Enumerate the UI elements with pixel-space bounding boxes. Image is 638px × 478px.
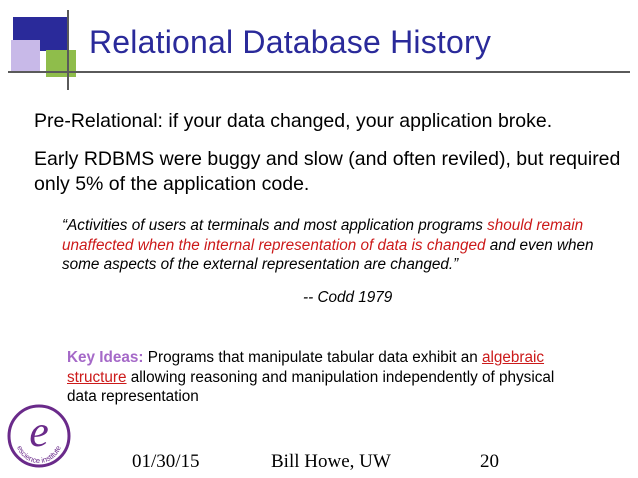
quote-attribution: -- Codd 1979 <box>303 289 393 306</box>
title-underline <box>8 71 630 73</box>
escience-logo-icon <box>7 404 71 468</box>
footer-date: 01/30/15 <box>132 451 200 472</box>
bullet-early-rdbms: Early RDBMS were buggy and slow (and often reviled), but required only 5% of the application code. <box>34 148 621 195</box>
logo-text: escience institute <box>15 444 63 466</box>
svg-text:e: e <box>29 407 49 456</box>
algebraic-structure-link[interactable]: algebraic structure <box>67 349 545 386</box>
slide-title: Relational Database History <box>89 24 492 60</box>
bullet-pre-relational: Pre-Relational: if your data changed, your application broke. <box>34 110 553 132</box>
quote-text-highlight: should remain unaffected when the internal representation of data is changed <box>62 217 584 254</box>
key-ideas-text-1: Programs that manipulate tabular data exhibit an <box>143 349 482 366</box>
escience-logo <box>7 404 71 468</box>
quote-text-1: “Activities of users at terminals and most application programs <box>62 217 488 234</box>
key-ideas <box>67 348 587 407</box>
codd-quote <box>62 216 607 275</box>
footer-author: Bill Howe, UW <box>271 451 391 472</box>
decor-square-pink <box>11 40 40 72</box>
key-ideas-text-2: allowing reasoning and manipulation independently of physical data representation <box>67 368 555 405</box>
decor-vertical-line <box>67 10 69 90</box>
footer-page-number: 20 <box>480 451 499 472</box>
quote-text-3: and even when some aspects of the external representation are changed.” <box>62 236 594 273</box>
key-ideas-label: Key Ideas: <box>67 349 144 366</box>
